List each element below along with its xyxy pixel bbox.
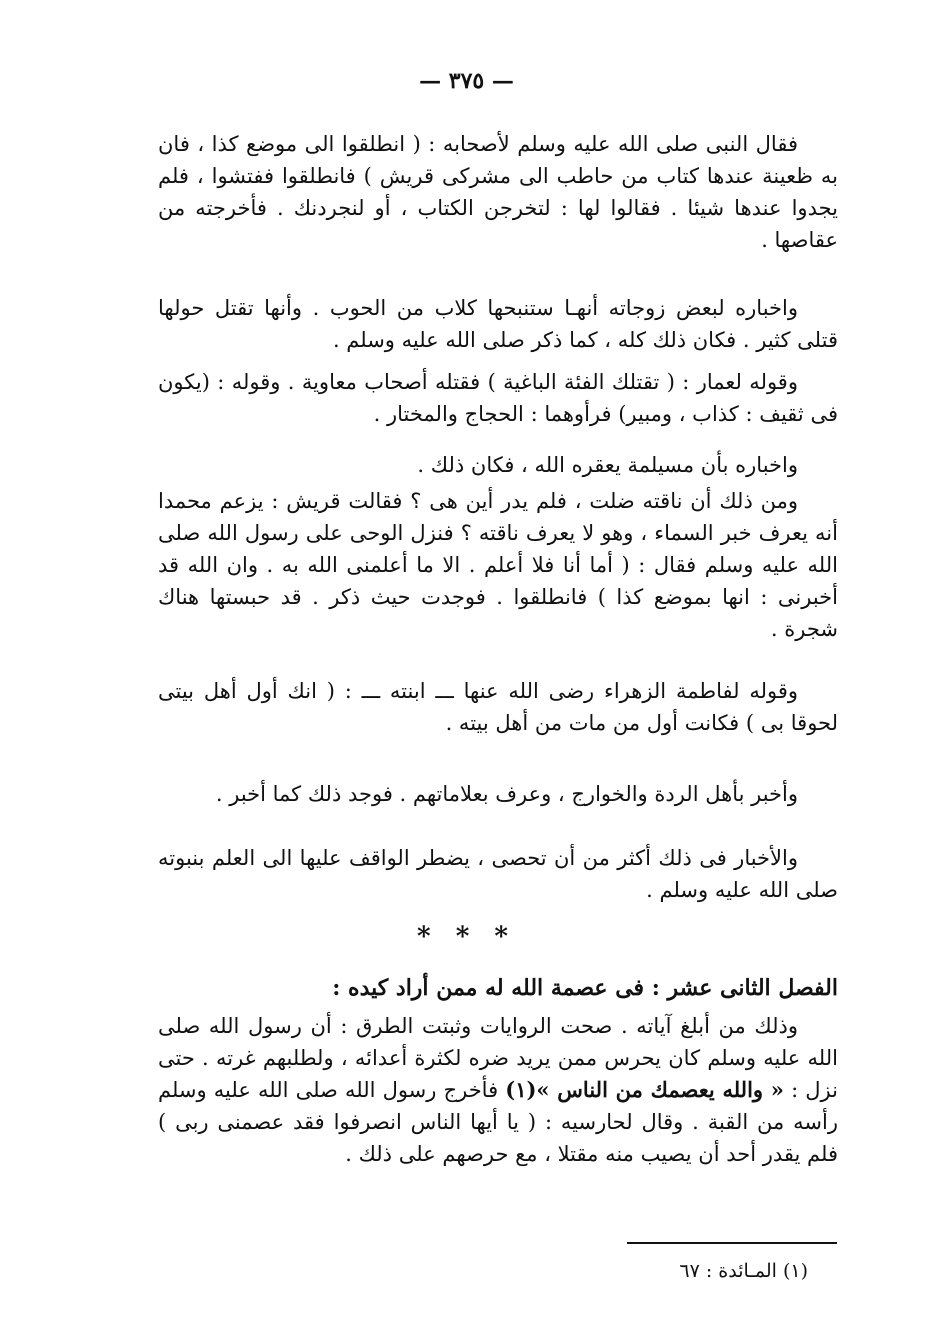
paragraph-text-block — [158, 292, 838, 356]
paragraph: وأخبر بأهل الردة والخوارج ، وعرف بعلاماتهم . فوجد ذلك كما أخبر . — [215, 782, 798, 806]
paragraph-text-block — [158, 1010, 838, 1170]
paragraph: واخباره بأن مسيلمة يعقره الله ، فكان ذلك . — [417, 453, 798, 477]
paragraph: والأخبار فى ذلك أكثر من أن تحصى ، يضطر الواقف عليها الى العلم بنبوته صلى الله عليه وسلم . — [158, 846, 838, 902]
paragraph: فقال النبى صلى الله عليه وسلم لأصحابه : ( انطلقوا الى موضع كذا ، فان به ظعينة عندها كتاب من حاطب الى مشركى قريش ) فانطلقوا ففتشوا ، فلم يجدوا عندها شيئا . فقالوا لها : لتخرجن الكتاب ، أو لنجردنك . فأخرجته من عقاصها . — [158, 132, 838, 252]
page-number: — ٣٧٥ — — [419, 68, 514, 94]
paragraph-text-block — [158, 485, 838, 645]
quran-verse-quote: « والله يعصمك من الناس »(١) — [505, 1077, 784, 1102]
paragraph-text-block — [158, 128, 838, 256]
paragraph-text-block — [158, 366, 838, 430]
chapter-heading: الفصل الثانى عشر : فى عصمة الله له ممن أراد كيده : — [332, 975, 838, 1001]
paragraph: وقوله لعمار : ( تقتلك الفئة الباغية ) فقتله أصحاب معاوية . وقوله : (يكون فى ثقيف : كذاب ، ومبير) فرأوهما : الحجاج والمختار . — [158, 370, 838, 426]
paragraph-text: وذلك من أبلغ آياته . صحت الروايات وثبتت الطرق : أن رسول الله صلى الله عليه وسلم كان يحرس ممن يريد ضره لكثرة أعدائه ، ولطلبهم غرته . حتى نزل : — [158, 1014, 838, 1102]
paragraph — [158, 1010, 838, 1170]
paragraph: واخباره لبعض زوجاته أنهـا ستنبحها كلاب من الحوب . وأنها تقتل حولها قتلى كثير . فكان ذلك كله ، كما ذكر صلى الله عليه وسلم . — [158, 296, 838, 352]
footnote: (١) المـائدة : ٦٧ — [679, 1260, 808, 1282]
paragraph: ومن ذلك أن ناقته ضلت ، فلم يدر أين هى ؟ فقالت قريش : يزعم محمدا أنه يعرف خبر السماء ، وهو لا يعرف ناقته ؟ فنزل الوحى على رسول الله صلى الله عليه وسلم فقال : ( أما أنا فلا أعلم . الا ما أعلمنى الله به . وان الله قد أخبرنى : انها بموضع كذا ) فانطلقوا . فوجدت حيث ذكر . قد حبستها هناك شجرة . — [158, 489, 838, 641]
paragraph-text-block — [158, 675, 838, 739]
paragraph: وقوله لفاطمة الزهراء رضى الله عنها ـــ ابنته ـــ : ( انك أول أهل بيتى لحوقا بى ) فكانت أول من مات من أهل بيته . — [158, 679, 838, 735]
paragraph-text-block — [158, 449, 838, 481]
paragraph-text-block — [158, 778, 838, 810]
paragraph-text-block — [158, 842, 838, 906]
paragraph-text: فأخرج رسول الله صلى الله عليه وسلم رأسه من القبة . وقال لحارسيه : ( يا أيها الناس انصرفوا فقد عصمنى ربى ) فلم يقدر أحد أن يصيب منه مقتلا ، مع حرصهم على ذلك . — [158, 1078, 838, 1166]
footnote-divider — [627, 1242, 837, 1244]
section-separator: * * * — [417, 922, 516, 952]
